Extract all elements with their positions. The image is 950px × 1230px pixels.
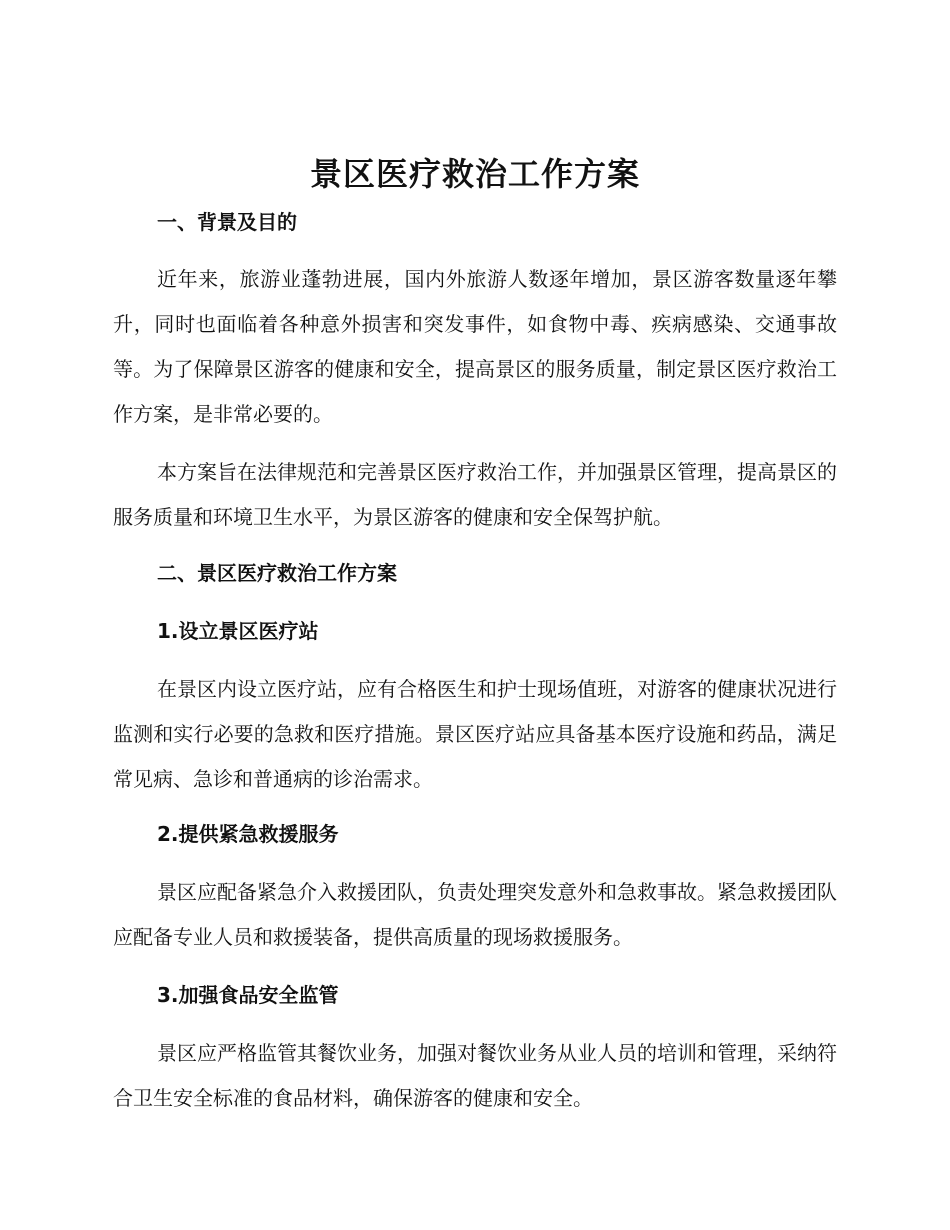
section-heading-background: 一、背景及目的 bbox=[157, 210, 297, 234]
paragraph-background-2: 本方案旨在法律规范和完善景区医疗救治工作，并加强景区管理，提高景区的服务质量和环境卫生水平，为景区游客的健康和安全保驾护航。 bbox=[113, 460, 837, 529]
paragraph-food-safety: 景区应严格监管其餐饮业务，加强对餐饮业务从业人员的培训和管理，采纳符合卫生安全标准的食品材料，确保游客的健康和安全。 bbox=[113, 1041, 837, 1110]
subheading-medical-station: 1.设立景区医疗站 bbox=[157, 619, 319, 643]
document-title: 景区医疗救治工作方案 bbox=[309, 155, 640, 193]
paragraph-emergency-rescue: 景区应配备紧急介入救援团队，负责处理突发意外和急救事故。紧急救援团队应配备专业人员和救援装备，提供高质量的现场救援服务。 bbox=[113, 880, 837, 949]
subheading-food-safety: 3.加强食品安全监管 bbox=[157, 983, 339, 1007]
paragraph-medical-station: 在景区内设立医疗站，应有合格医生和护士现场值班，对游客的健康状况进行监测和实行必要的急救和医疗措施。景区医疗站应具备基本医疗设施和药品，满足常见病、急诊和普通病的诊治需求。 bbox=[113, 677, 837, 791]
section-heading-plan: 二、景区医疗救治工作方案 bbox=[157, 561, 397, 585]
subheading-emergency-rescue: 2.提供紧急救援服务 bbox=[157, 822, 339, 846]
paragraph-background-1: 近年来，旅游业蓬勃进展，国内外旅游人数逐年增加，景区游客数量逐年攀升，同时也面临着各种意外损害和突发事件，如食物中毒、疾病感染、交通事故等。为了保障景区游客的健康和安全，提高景区的服务质量，制定景区医疗救治工作方案，是非常必要的。 bbox=[113, 267, 837, 426]
